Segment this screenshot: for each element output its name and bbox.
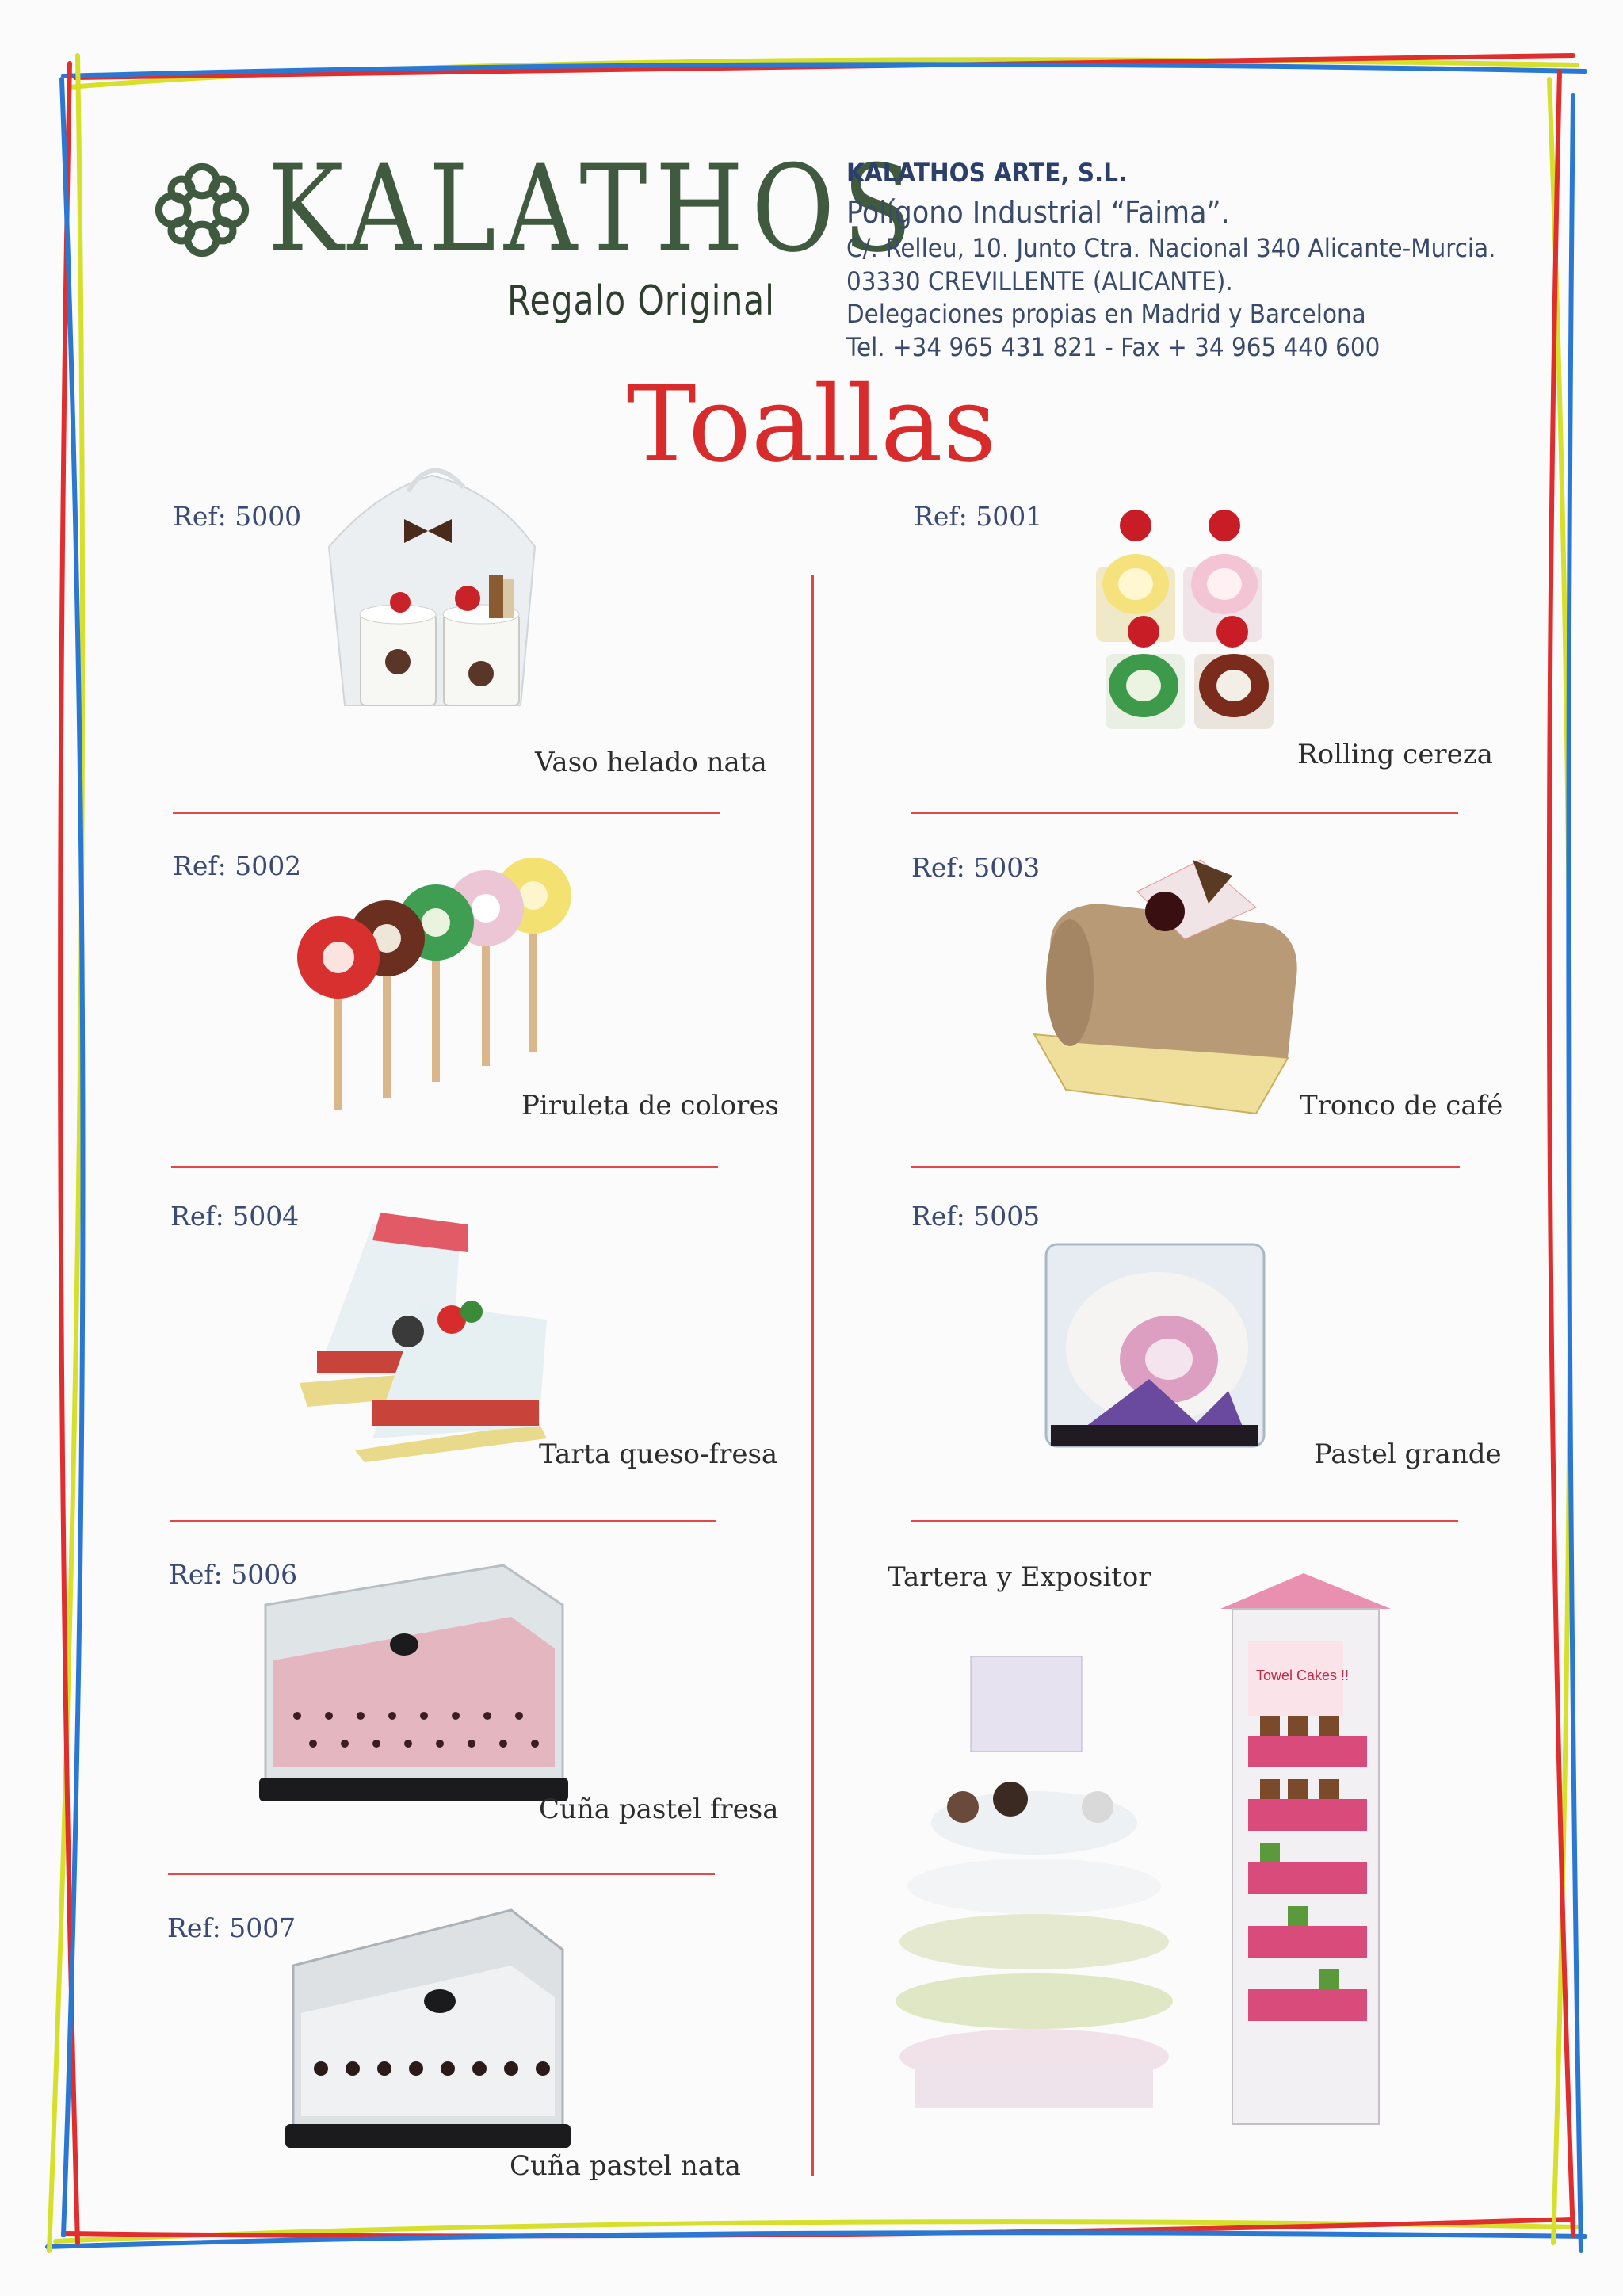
product-ref: Ref: 5007 [167,1912,296,1943]
towel-cake-display-stand-image [892,1569,1494,2156]
product-name: Cuña pastel nata [510,2150,741,2182]
separator [911,1166,1460,1168]
address-line-4: Delegaciones propias en Madrid y Barcelona [846,299,1366,330]
brand-name: KALATHOS [268,139,920,280]
product-ref: Ref: 5005 [911,1201,1041,1232]
cherry-roll-towels-image [1090,495,1296,753]
product-name: Tronco de café [1300,1090,1503,1121]
brand-logo [151,139,920,280]
separator [173,812,720,814]
product-name: Vaso helado nata [535,747,767,778]
lollipop-towels-image [285,856,586,1117]
separator [168,1873,715,1875]
separator [911,1520,1458,1522]
page-title: Toallas [626,364,997,486]
display-label: Tartera y Expositor [888,1561,1151,1593]
product-ref: Ref: 5001 [914,501,1043,532]
product-ref: Ref: 5006 [169,1559,298,1590]
product-ref: Ref: 5002 [173,850,302,881]
product-name: Tarta queso-fresa [539,1438,778,1470]
glass-dessert-towel-image [313,444,559,745]
large-cake-box-towel-image [1038,1221,1276,1458]
product-name: Rolling cereza [1297,739,1493,770]
strawberry-cheesecake-towels-image [285,1193,586,1466]
separator [171,1166,718,1168]
white-cake-wedge-towel-image [273,1902,575,2156]
product-name: Pastel grande [1314,1438,1502,1470]
brand-tagline: Regalo Original [507,277,775,325]
address-line-5: Tel. +34 965 431 821 - Fax + 34 965 440 600 [846,331,1381,362]
product-name: Cuña pastel fresa [539,1794,779,1825]
knot-logo-icon [151,159,254,262]
pink-cake-wedge-towel-image [250,1557,571,1811]
separator [170,1520,716,1522]
address-line-1: Polígono Industrial “Faima”. [846,194,1230,230]
center-divider [812,575,814,2176]
product-name: Piruleta de colores [521,1090,780,1121]
company-address [846,157,1496,364]
product-ref: Ref: 5004 [170,1201,300,1232]
address-line-3: 03330 CREVILLENTE (ALICANTE). [846,266,1233,296]
separator [911,812,1458,814]
company-name: KALATHOS ARTE, S.L. [846,158,1128,188]
product-ref: Ref: 5000 [173,501,302,532]
product-ref: Ref: 5003 [911,852,1041,883]
address-line-2: C/. Relleu, 10. Junto Ctra. Nacional 340 Alicante-Murcia. [846,232,1496,263]
display-sign: Towel Cakes !! [1256,1668,1350,1683]
coffee-log-cake-towel-image [1018,828,1312,1129]
